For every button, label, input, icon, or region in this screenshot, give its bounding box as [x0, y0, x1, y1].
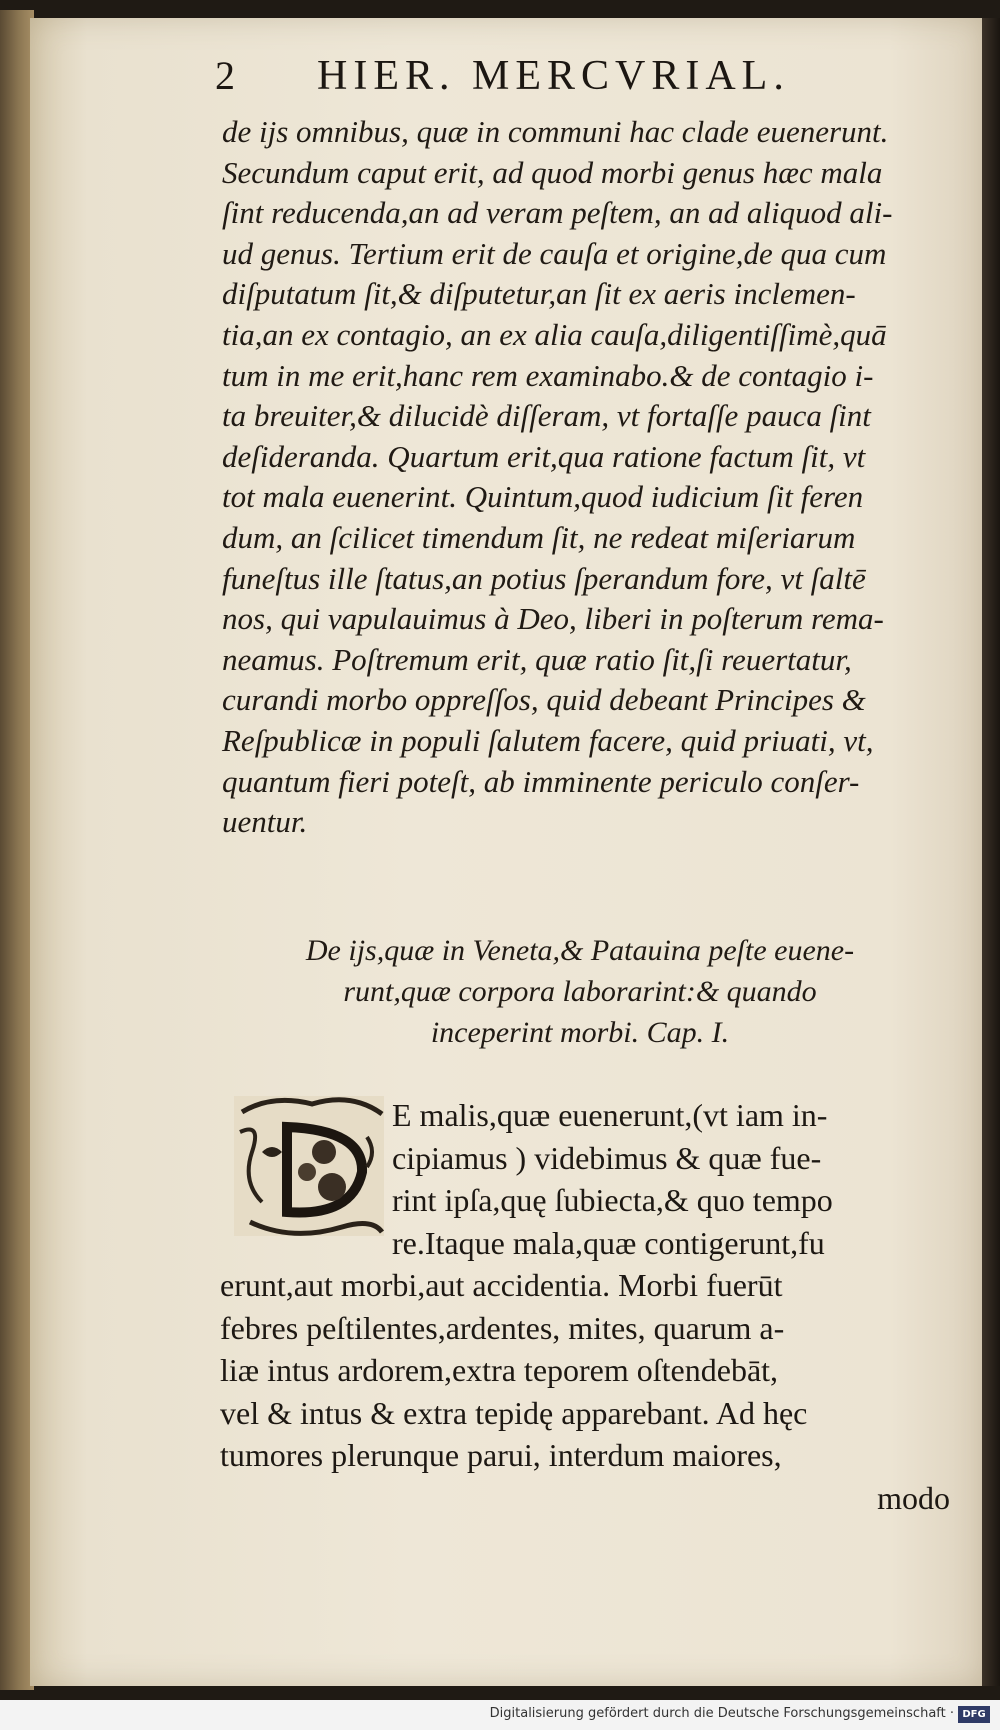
text-line: re.Itaque mala,quæ contigerunt,fu [392, 1224, 825, 1261]
text-line: febres peſtilentes,ardentes, mites, quarum a- [220, 1309, 785, 1346]
text-line: ta breuiter,& dilucidè diſſeram, vt fortaſſe pauca ſint [222, 398, 871, 434]
text-line: rint ipſa,quę ſubiecta,& quo tempo [392, 1182, 833, 1218]
text-line: ud genus. Tertium erit de cauſa et origine,de qua cum [222, 235, 887, 271]
text-line: nos, qui vapulauimus à Deo, liberi in poſterum rema- [222, 601, 884, 637]
text-line: uentur. [222, 804, 308, 840]
italic-text-block [222, 112, 962, 843]
text-line: vel & intus & extra tepidę apparebant. Ad hęc [220, 1394, 808, 1431]
heading-line: inceperint morbi. Cap. I. [430, 1016, 730, 1049]
text-line: cipiamus ) videbimus & quæ fue- [392, 1139, 822, 1176]
text-line: tumores plerunque parui, interdum maiores, [220, 1437, 782, 1473]
footer-credit: Digitalisierung gefördert durch die Deutsche Forschungsgemeinschaft · [489, 1706, 954, 1721]
text-line: dum, an ſcilicet timendum ſit, ne redeat miſeriarum [222, 519, 856, 555]
text-line: Reſpublicæ in populi ſalutem facere, quid priuati, vt, [222, 722, 874, 758]
dfg-logo-icon: DFG [958, 1706, 990, 1723]
text-line: E malis,quæ euenerunt,(vt iam in- [392, 1097, 828, 1133]
text-line: deſideranda. Quartum erit,qua ratione factum ſit, vt [222, 438, 866, 474]
text-line: tum in me erit,hanc rem examinabo.& de contagio i- [222, 357, 874, 393]
heading-line: De ijs,quæ in Veneta,& Patauina peſte euene- [305, 934, 855, 967]
text-line: curandi morbo oppreſſos, quid debeant Principes & [222, 682, 866, 718]
text-line: tot mala euenerint. Quintum,quod iudicium ſit feren [222, 479, 864, 515]
running-title: HIER. MERCVRIAL. [317, 53, 790, 99]
chapter-heading [270, 930, 890, 1053]
text-line: Secundum caput erit, ad quod morbi genus hæc mala [222, 154, 883, 190]
footer-bar [0, 1700, 1000, 1730]
page-number: 2 [215, 53, 235, 98]
page-edge-shadow [982, 18, 1000, 1686]
text-line: tia,an ex contagio, an ex alia cauſa,diligentiſſimè,quā [222, 316, 887, 352]
text-line: ſint reducenda,an ad veram peſtem, an ad aliquod ali- [222, 195, 893, 231]
text-line: quantum fieri poteſt, ab imminente periculo conſer- [222, 763, 860, 799]
heading-line: runt,quæ corpora laborarint:& quando [343, 975, 817, 1008]
page-header [215, 52, 855, 112]
text-line: de ijs omnibus, quæ in communi hac clade euenerunt. [222, 114, 889, 149]
book-binding [0, 10, 34, 1690]
text-line: diſputatum ſit,& diſputetur,an ſit ex aeris inclemen- [222, 276, 856, 312]
roman-text-block [220, 1094, 980, 1519]
text-line: erunt,aut morbi,aut accidentia. Morbi fuerūt [220, 1267, 783, 1303]
text-line: neamus. Poſtremum erit, quæ ratio ſit,ſi reuertatur, [222, 641, 852, 677]
catchword: modo [877, 1479, 950, 1516]
text-line: funeſtus ille ſtatus,an potius ſperandum fore, vt ſaltē [222, 560, 866, 596]
text-line: liæ intus ardorem,extra teporem oſtendebāt, [220, 1352, 779, 1388]
